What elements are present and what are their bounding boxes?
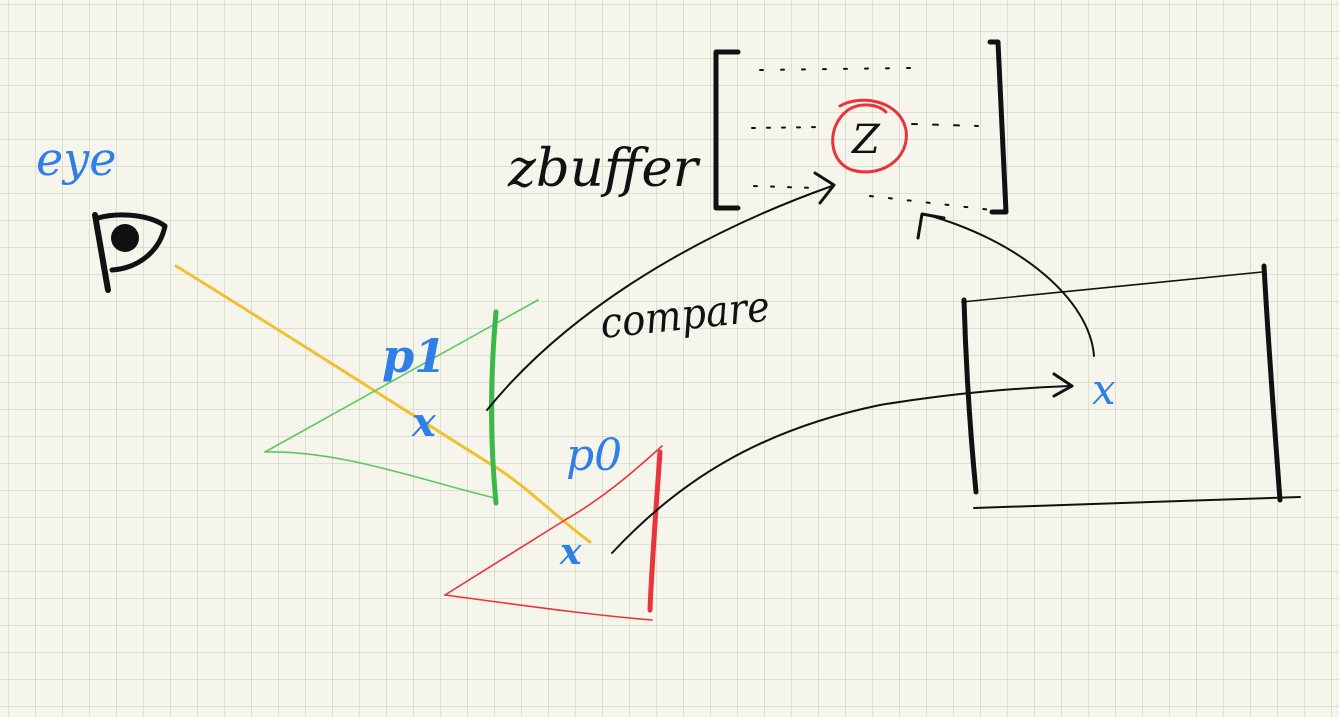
triangle-p0 — [445, 446, 662, 620]
compare-label: compare — [597, 279, 788, 348]
compare-arrow — [487, 173, 834, 410]
eye-icon — [95, 215, 165, 290]
lookup-arrow — [918, 214, 1094, 356]
screen-rectangle — [962, 266, 1300, 508]
z-value: Z — [852, 117, 880, 163]
view-ray — [176, 266, 590, 542]
screen-pixel-mark: x — [1092, 365, 1116, 414]
p1-label: p1 — [382, 329, 447, 383]
eye-label: eye — [36, 132, 117, 186]
p0-label: p0 — [566, 430, 623, 481]
p0-intersection-mark: x — [560, 531, 582, 573]
zbuffer-label: zbuffer — [506, 139, 702, 199]
p1-intersection-mark: x — [412, 399, 436, 446]
projection-arrow — [612, 374, 1072, 553]
